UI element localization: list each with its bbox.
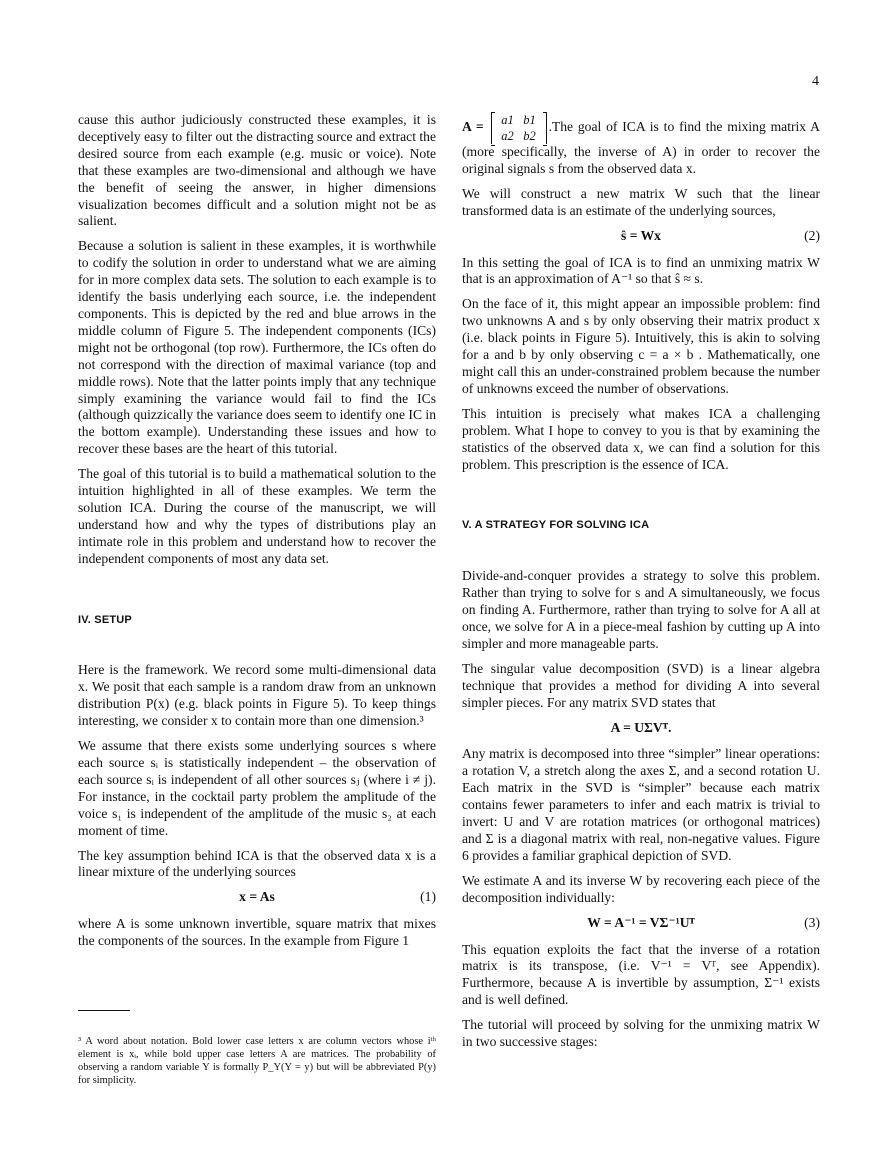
equation-2 [462, 228, 820, 245]
paragraph: The key assumption behind ICA is that the observed data x is a linear mixture of the underlying sources [78, 847, 436, 880]
matrix-lhs: A = [462, 119, 484, 135]
paragraph: On the face of it, this might appear an impossible problem: find two unknowns A and s by only observing their matrix product x (i.e. black points in Figure 5). Intuitively, this is akin to solving for a and b by only observing c = a × b . Mathematically, one might call this an under-constrained problem because the number of unknowns exceed the number of observations. [462, 296, 820, 396]
section-heading-strategy: V. A STRATEGY FOR SOLVING ICA [462, 519, 650, 532]
footnote-rule [78, 1010, 130, 1011]
equation-number: (3) [804, 914, 820, 930]
matrix-cell: b2 [523, 129, 536, 143]
paragraph: Because a solution is salient in these examples, it is worthwhile to codify the solution in order to understand what we are aiming for in more complex data sets. The solution to each example is to identify the basis underlying each source, i.e. the independent components. This is depicted by the red and blue arrows in the middle column of Figure 5. The independent components (ICs) might not be orthogonal (top row). Furthermore, the ICs often do not correspond with the direction of maximal variance (top and middle rows). Note that the latter points imply that any technique simply examining the variance would fail to find the ICs (although quizzically the variance does seem to identify one IC in the bottom example). Understanding these issues and how to recover these bases are the heart of this tutorial. [78, 238, 436, 457]
paragraph: where A is some unknown invertible, square matrix that mixes the components of the sources. In the example from Figure 1 [78, 916, 436, 949]
paragraph: We estimate A and its inverse W by recovering each piece of the decomposition individually: [462, 872, 820, 905]
equation-text: x = As [239, 889, 275, 905]
left-column [78, 112, 436, 958]
equation-text: ŝ = Wx [621, 227, 661, 243]
paragraph: We assume that there exists some underlying sources s where each source sᵢ is statistically independent – the observation of each source sᵢ is independent of all other sources sⱼ (where i ≠ j). For instance, in the cocktail party problem the amplitude of the voice s₁ is independent of the amplitude of the music s₂ at each moment of time. [78, 738, 436, 838]
equation-3 [462, 915, 820, 932]
paragraph: The tutorial will proceed by solving for the unmixing matrix W in two successive stages: [462, 1017, 820, 1050]
matrix-cell: a2 [501, 129, 514, 143]
paragraph: We will construct a new matrix W such that the linear transformed data is an estimate of the underlying sources, [462, 185, 820, 218]
equation-number: (1) [420, 889, 436, 905]
paragraph: cause this author judiciously constructed these examples, it is deceptively easy to filter out the distracting source and extract the desired source from each example (e.g. music or voice). Note that these examples are two-dimensional and although we have the benefit of seeing the answer, in higher dimensions visualization becomes difficult and a solution might not be as salient. [78, 112, 436, 229]
paragraph: Any matrix is decomposed into three “simpler” linear operations: a rotation V, a stretch along the axes Σ, and a second rotation U. Each matrix in the SVD is “simpler” because each matrix contains fewer parameters to infer and each matrix is trivial to invert: U and V are rotation matrices (or orthogonal matrices) and Σ is a diagonal matrix with real, non-negative values. Figure 6 provides a familiar graphical depiction of SVD. [462, 746, 820, 863]
equation-number: (2) [804, 227, 820, 243]
equation-1 [78, 889, 436, 906]
right-column [462, 112, 820, 1059]
mixing-matrix [491, 112, 547, 144]
paragraph: Divide-and-conquer provides a strategy to solve this problem. Rather than trying to solve for s and A simultaneously, we focus on finding A. Furthermore, rather than trying to solve for A all at once, we solve for A in a piece-meal fashion by cutting up A into simpler and more manageable parts. [462, 568, 820, 651]
equation-text: W = A⁻¹ = VΣ⁻¹Uᵀ [587, 914, 695, 930]
section-heading-setup: IV. SETUP [78, 613, 132, 626]
paragraph: This intuition is precisely what makes ICA a challenging problem. What I hope to convey to you is that by examining the statistics of the observed data x, we can find a solution for this problem. This prescription is the essence of ICA. [462, 405, 820, 472]
paragraph: The goal of this tutorial is to build a mathematical solution to the intuition highlighted in all of these examples. We term the solution ICA. During the course of the manuscript, we will understand how and why the types of distributions play an intimate role in this problem and understand how to recover the independent components of most any data set. [78, 466, 436, 566]
matrix-cell: a1 [501, 113, 514, 127]
paragraph: Here is the framework. We record some multi-dimensional data x. We posit that each sample is a random draw from an unknown distribution P(x) (e.g. black points in Figure 5). To keep things interesting, we consider x to contain more than one dimension.³ [78, 662, 436, 729]
footnote: ³ A word about notation. Bold lower case letters x are column vectors whose iᵗʰ element is xᵢ, while bold upper case letters A are matrices. The probability of observing a random variable Y is formally P_Y(Y = y) but will be abbreviated P(y) for simplicity. [78, 1036, 436, 1086]
paragraph: In this setting the goal of ICA is to find an unmixing matrix W that is an approximation of A⁻¹ so that ŝ ≈ s. [462, 254, 820, 287]
paragraph: This equation exploits the fact that the inverse of a rotation matrix is its transpose, (i.e. V⁻¹ = Vᵀ, see Appendix). Furthermore, because A is invertible by assumption, Σ⁻¹ exists and is well defined. [462, 941, 820, 1008]
equation-svd [462, 720, 820, 737]
paragraph: The singular value decomposition (SVD) is a linear algebra technique that provides a method for dividing A into several simpler pieces. For any matrix SVD states that [462, 660, 820, 710]
equation-text: A = UΣVᵀ. [610, 719, 672, 735]
matrix-cell: b1 [523, 113, 536, 127]
paragraph-with-matrix [462, 112, 820, 178]
page-number: 4 [812, 74, 819, 89]
paragraph-text: .The goal of ICA is to find the mixing matrix A (more specifically, the inverse of A) in order to recover the original signals s from the observed data x. [462, 119, 820, 176]
